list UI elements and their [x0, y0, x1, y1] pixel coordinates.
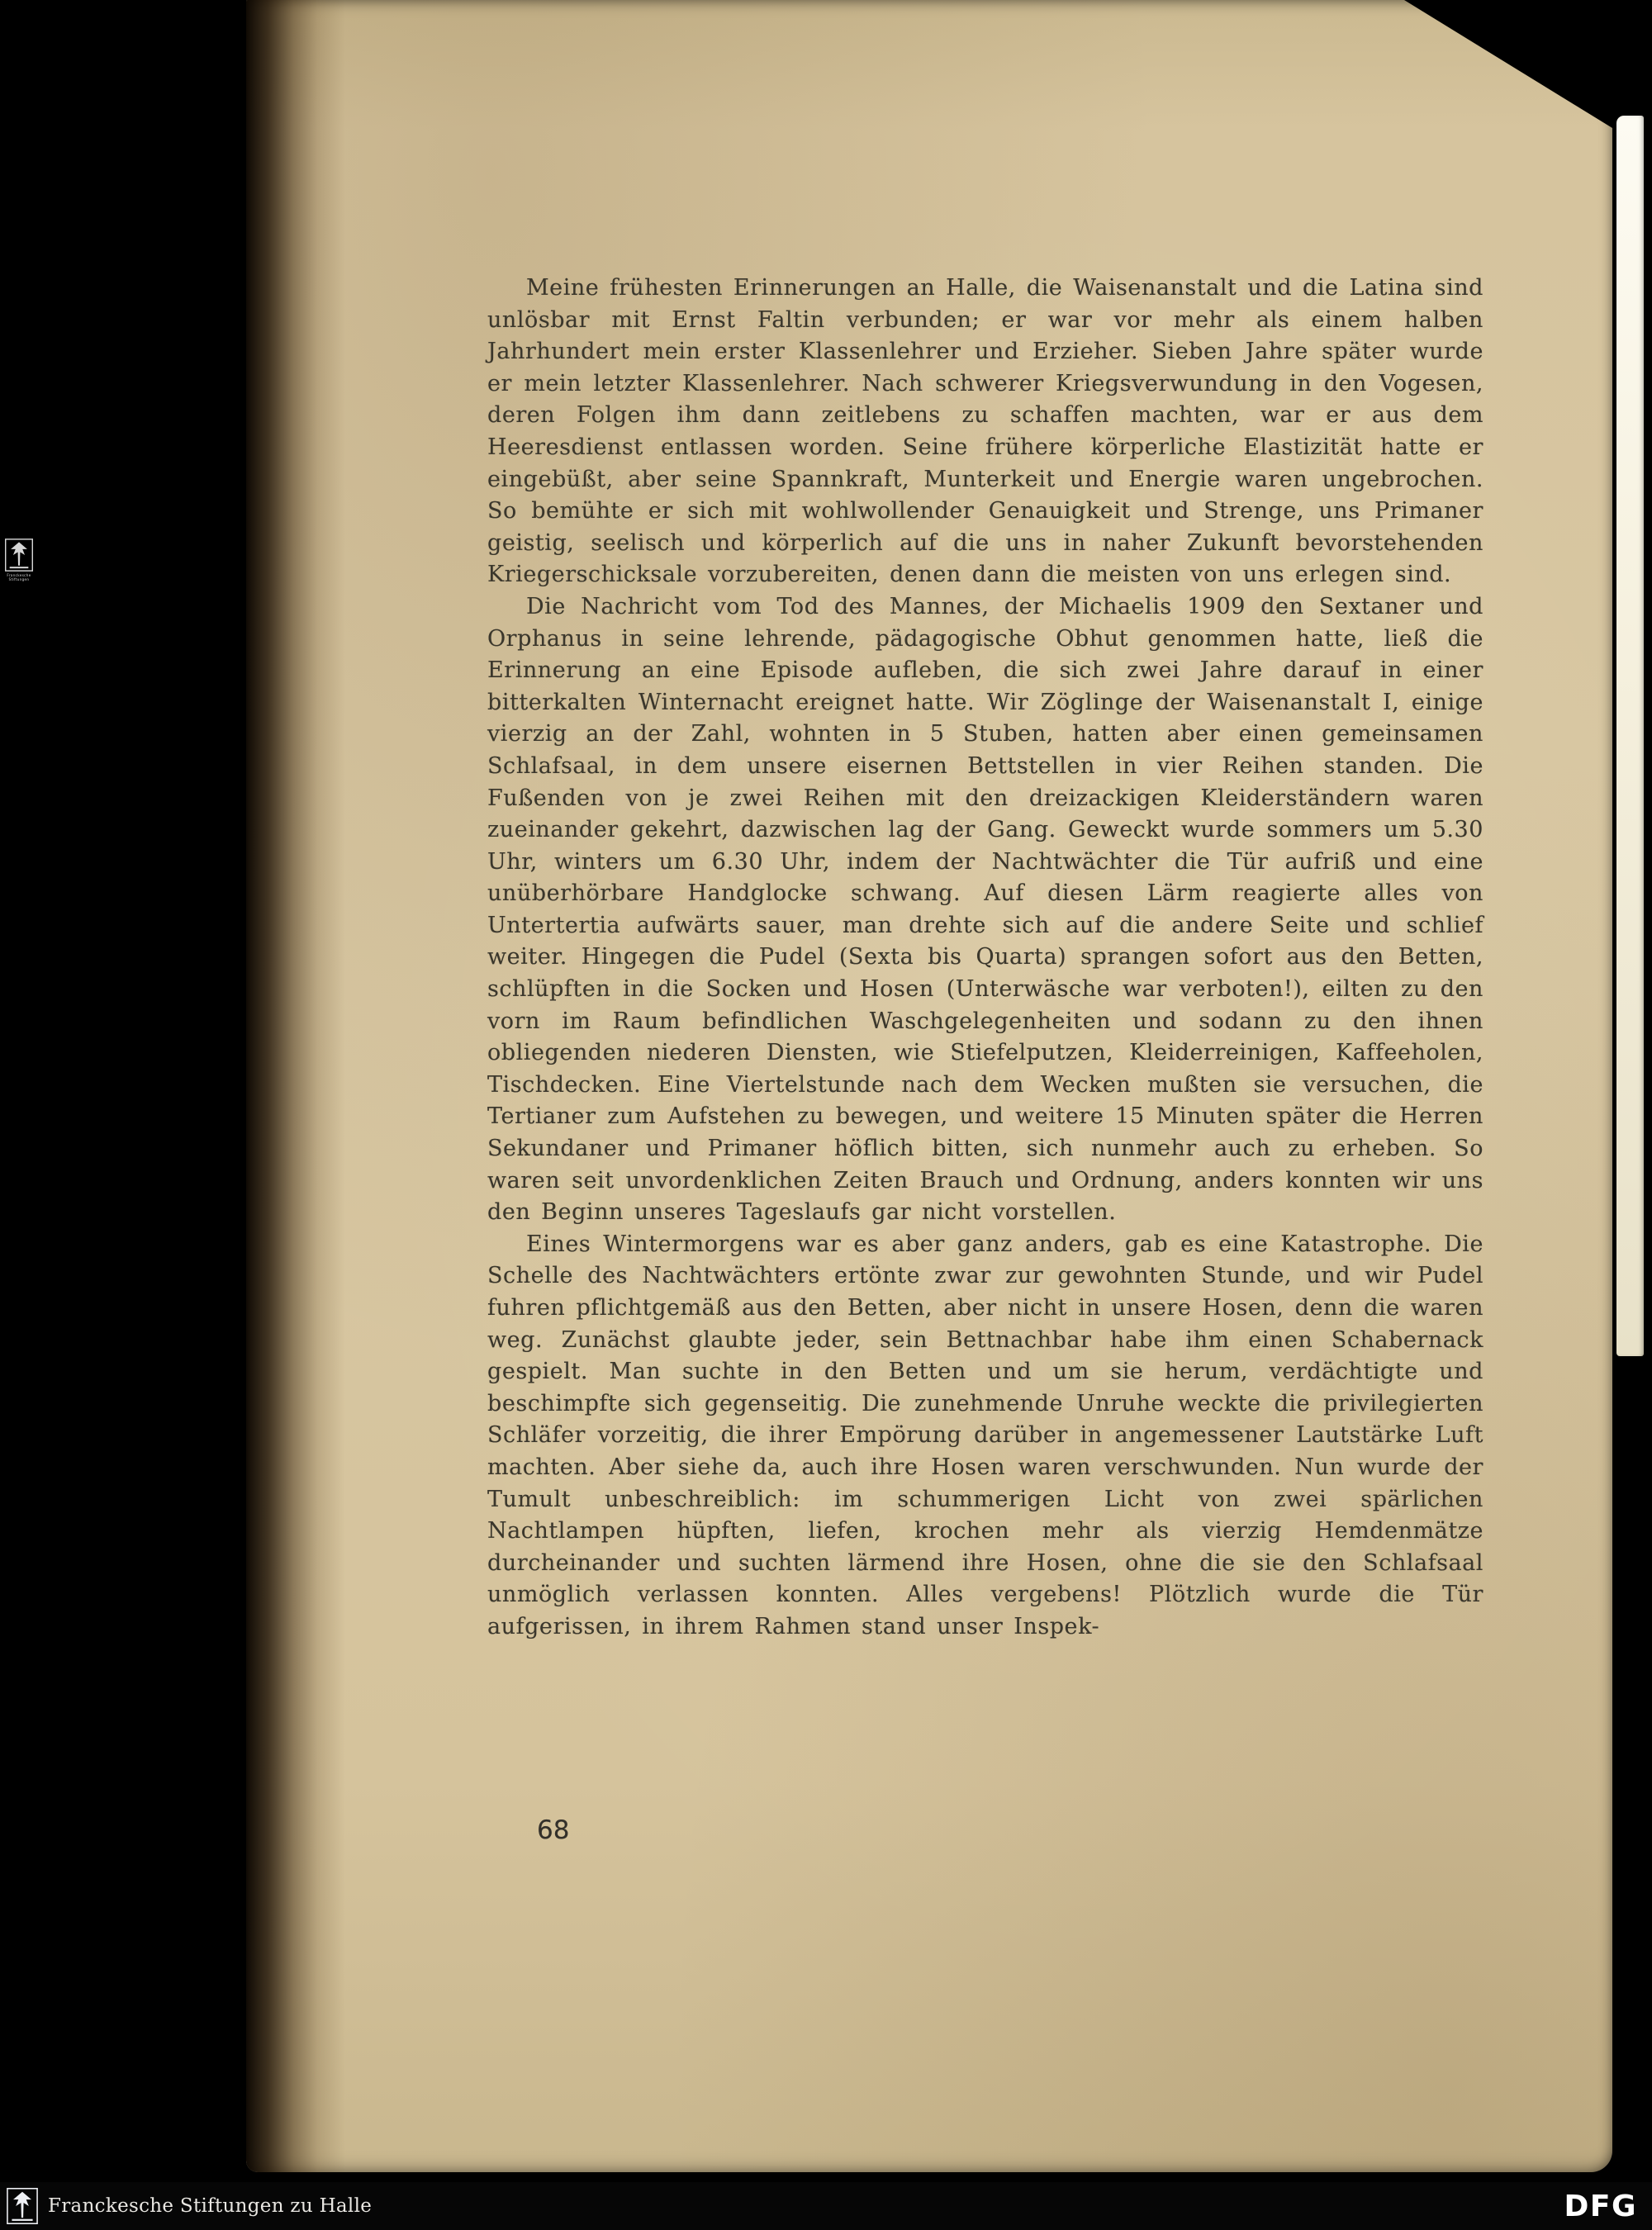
paragraph: Meine frühesten Erinnerungen an Halle, die Waisenanstalt und die Latina sind unlösbar mit Ernst Faltin verbunden; er war vor mehr als einem halben Jahrhundert mein erster Klassenlehrer und Erzieher. Sieben Jahre später wurde er mein letzter Klassenlehrer. Nach schwerer Kriegsverwundung in den Vogesen, deren Folgen ihm dann zeitlebens zu schaffen machten, war er aus dem Heeresdienst entlassen worden. Seine frühere körperliche Elastizität hatte er eingebüßt, aber seine Spannkraft, Munterkeit und Energie waren ungebrochen. So bemühte er sich mit wohlwollender Genauigkeit und Strenge, uns Primaner geistig, seelisch und körperlich auf die uns in naher Zukunft bevorstehenden Kriegerschicksale vorzubereiten, denen dann die meisten von uns erlegen sind.: [487, 275, 1483, 588]
page-text: [487, 273, 1483, 1644]
book-page: [246, 0, 1612, 2172]
footer-right: [1564, 2190, 1637, 2223]
paragraph: Eines Wintermorgens war es aber ganz anders, gab es eine Katastrophe. Die Schelle des Nachtwächters ertönte zwar zur gewohnten Stunde, und wir Pudel fuhren pflichtgemäß aus den Betten, aber nicht in unsere Hosen, denn die waren weg. Zunächst glaubte jeder, sein Bettnachbar habe ihm einen Schabernack gespielt. Man suchte in den Betten und um sie herum, verdächtigte und beschimpfte sich gegenseitig. Die zunehmende Unruhe weckte die privilegierten Schläfer vorzeitig, die ihrer Empörung darüber in angemessener Lautstärke Luft machten. Aber siehe da, auch ihre Hosen waren verschwunden. Nun wurde der Tumult unbeschreiblich: im schummerigen Licht von zwei spärlichen Nachtlampen hüpften, liefen, krochen mehr als vierzig Hemdenmätze durcheinander und suchten lärmend ihre Hosen, ohne die sie den Schlafsaal unmöglich verlassen konnten. Alles vergebens! Plötzlich wurde die Tür aufgerissen, in ihrem Rahmen stand unser Inspek-: [487, 1231, 1483, 1639]
footer-left: [7, 2188, 372, 2224]
paragraph: Die Nachricht vom Tod des Mannes, der Michaelis 1909 den Sextaner und Orphanus in seine lehrende, pädagogische Obhut genommen hatte, ließ die Erinnerung an eine Episode aufleben, die sich zwei Jahre darauf in einer bitterkalten Winternacht ereignet hatte. Wir Zöglinge der Waisenanstalt I, einige vierzig an der Zahl, wohnten in 5 Stuben, hatten aber einen gemeinsamen Schlafsaal, in dem unsere eisernen Bettstellen in vier Reihen standen. Die Fußenden von je zwei Reihen mit den dreizackigen Kleiderständern waren zueinander gekehrt, dazwischen lag der Gang. Geweckt wurde sommers um 5.30 Uhr, winters um 6.30 Uhr, indem der Nachtwächter die Tür aufriß und eine unüberhörbare Handglocke schwang. Auf diesen Lärm reagierte alles von Untertertia aufwärts sauer, man drehte sich auf die andere Seite und schlief weiter. Hingegen die Pudel (Sexta bis Quarta) sprangen sofort aus den Betten, schlüpften in die Socken und Hosen (Unterwäsche war verboten!), eilten zu den vorn im Raum befindlichen Waschgelegenheiten und sodann zu den ihnen obliegenden niederen Diensten, wie Stiefelputzen, Kleiderreinigen, Kaffeeholen, Tischdecken. Eine Viertelstunde nach dem Wecken mußten sie versuchen, die Tertianer zum Aufstehen zu bewegen, und weitere 15 Minuten später die Herren Sekundaner und Primaner höflich bitten, sich nunmehr auch zu erheben. So waren seit unvordenklichen Zeiten Brauch und Ordnung, anders konnten wir uns den Beginn unseres Tageslaufs gar nicht vorstellen.: [487, 593, 1483, 1226]
page-number: 68: [537, 1815, 570, 1845]
dfg-logo: DFG: [1564, 2189, 1637, 2223]
francke-emblem-icon: [7, 2188, 38, 2224]
francke-emblem-icon: [5, 539, 33, 572]
institution-name: Franckesche Stiftungen zu Halle: [48, 2195, 373, 2217]
next-page-edge: [1616, 116, 1644, 1356]
viewer-footer: [0, 2182, 1652, 2230]
watermark-caption: Franckesche Stiftungen: [7, 573, 31, 581]
page-gutter-shadow: [246, 0, 345, 2172]
francke-watermark-icon: [2, 539, 36, 586]
